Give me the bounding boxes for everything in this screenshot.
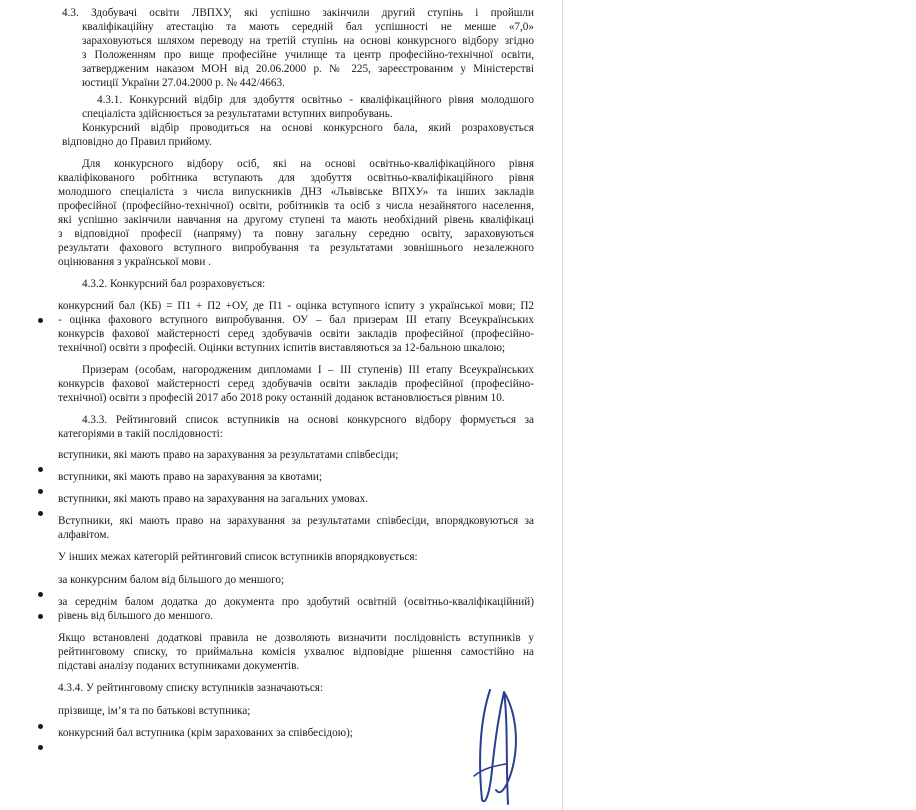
text-line: Для конкурсного відбору осіб, які на основі освітньо-кваліфікаційного рівня — [82, 158, 534, 170]
text-line: 4.3.2. Конкурсний бал розраховується: — [82, 278, 266, 290]
text-line: Вступники, які мають право на зарахування за результатами співбесіди, впорядковуються за — [58, 515, 534, 527]
bullet — [38, 745, 43, 750]
signature — [460, 680, 540, 810]
text-line: які успішно закінчили навчання на другому ступені та мають необхідний рівень кваліфікаці — [58, 214, 534, 226]
text-line: вступники, які мають право на зарахування за результатами співбесіди; — [58, 449, 399, 461]
text-line: конкурсів фахової майстерності серед здобувачів освіти закладів професійної (професійно- — [58, 378, 534, 390]
text-line: вступники, які мають право на зарахування за квотами; — [58, 471, 322, 483]
text-line: з відповідної професії (напряму) та повну загальну середню освіту, зараховуються — [58, 228, 534, 240]
text-line: відповідно до Правил прийому. — [62, 136, 212, 148]
text-line: кваліфікованого робітника вступають для здобуття освітньо-кваліфікаційного рівня — [58, 172, 534, 184]
bullet — [38, 511, 43, 516]
text-line: Якщо встановлені додаткові правила не дозволяють визначити послідовність вступників у — [58, 632, 534, 644]
text-line: юстиції України 27.04.2000 р. № 442/4663. — [82, 77, 285, 89]
text-line: зараховуються шляхом переводу на третій ступінь на основі конкурсного відбору згідно — [82, 35, 534, 47]
text-line: професійної (професійно-технічної) освіти, робітників та осіб з числа незайнятого населення, — [58, 200, 534, 212]
text-line: категоріями в такій послідовності: — [58, 428, 223, 440]
text-line: технічної) освіти з професій 2017 або 2018 року останній доданок встановлюється рівним 10. — [58, 392, 505, 404]
text-line: - оцінка фахового вступного випробування. ОУ – бал призерам ІІІ етапу Всеукраїнських — [58, 314, 534, 326]
text-line: кваліфікаційну атестацію та мають середній бал успішності не менше «7,0» — [82, 21, 534, 33]
text-line: Призерам (особам, нагородженим дипломами І – ІІІ ступенів) ІІІ етапу Всеукраїнських — [82, 364, 534, 376]
text-line: молодшого спеціаліста з числа випускників ДНЗ «Львівське ВПХУ» та інших закладів — [58, 186, 534, 198]
text-line: конкурсний бал (КБ) = П1 + П2 +ОУ, де П1 - оцінка вступного іспиту з української мови; П2 — [58, 300, 534, 312]
bullet — [38, 614, 43, 619]
empty-area — [563, 0, 916, 810]
text-line: підставі аналізу поданих вступниками документів. — [58, 660, 300, 672]
text-line: конкурсний бал вступника (крім зарахованих за співбесідою); — [58, 727, 353, 739]
text-line: технічної) освіти з професій. Оцінки вступних іспитів виставляються за 12-бальною шкалою; — [58, 342, 506, 354]
bullet — [38, 592, 43, 597]
text-line: алфавітом. — [58, 529, 110, 541]
text-line: за середнім балом додатка до документа про здобутий освітній (освітньо-кваліфікаційний) — [58, 596, 534, 608]
text-line: спеціаліста здійснюється за результатами вступних випробувань. — [82, 108, 393, 120]
text-line: прізвище, ім’я та по батькові вступника; — [58, 705, 251, 717]
bullet — [38, 318, 43, 323]
text-line: Конкурсний відбір проводиться на основі конкурсного бала, який розраховується — [82, 122, 534, 134]
text-line: результати фахового вступного випробування та результатами зовнішнього незалежного — [58, 242, 534, 254]
text-line: рівень від більшого до меншого. — [58, 610, 214, 622]
text-line: затвердженим наказом МОН від 20.06.2000 р. № 225, зареєстрованим у Міністерстві — [82, 63, 534, 75]
bullet — [38, 489, 43, 494]
text-line: конкурсів фахової майстерності серед здобувачів освіти закладів професійної (професійно- — [58, 328, 534, 340]
text-line: за конкурсним балом від більшого до меншого; — [58, 574, 285, 586]
text-line: 4.3. Здобувачі освіти ЛВПХУ, які успішно закінчили другий ступінь і пройшли — [62, 7, 534, 19]
text-line: рейтинговому списку, то приймальна комісія ухвалює відповідне рішення самостійно на — [58, 646, 534, 658]
text-line: оцінювання з української мови . — [58, 256, 211, 268]
text-line: 4.3.4. У рейтинговому списку вступників зазначаються: — [58, 682, 324, 694]
text-line: 4.3.3. Рейтинговий список вступників на основі конкурсного відбору формується за — [82, 414, 534, 426]
bullet — [38, 724, 43, 729]
bullet — [38, 467, 43, 472]
text-line: У інших межах категорій рейтинговий список вступників впорядковується: — [58, 551, 418, 563]
text-line: з Положенням про вище професійне училище та центр професійно-технічної освіти, — [82, 49, 534, 61]
text-line: вступники, які мають право на зарахування на загальних умовах. — [58, 493, 369, 505]
text-line: 4.3.1. Конкурсний відбір для здобуття освітньо - кваліфікаційного рівня молодшого — [97, 94, 534, 106]
